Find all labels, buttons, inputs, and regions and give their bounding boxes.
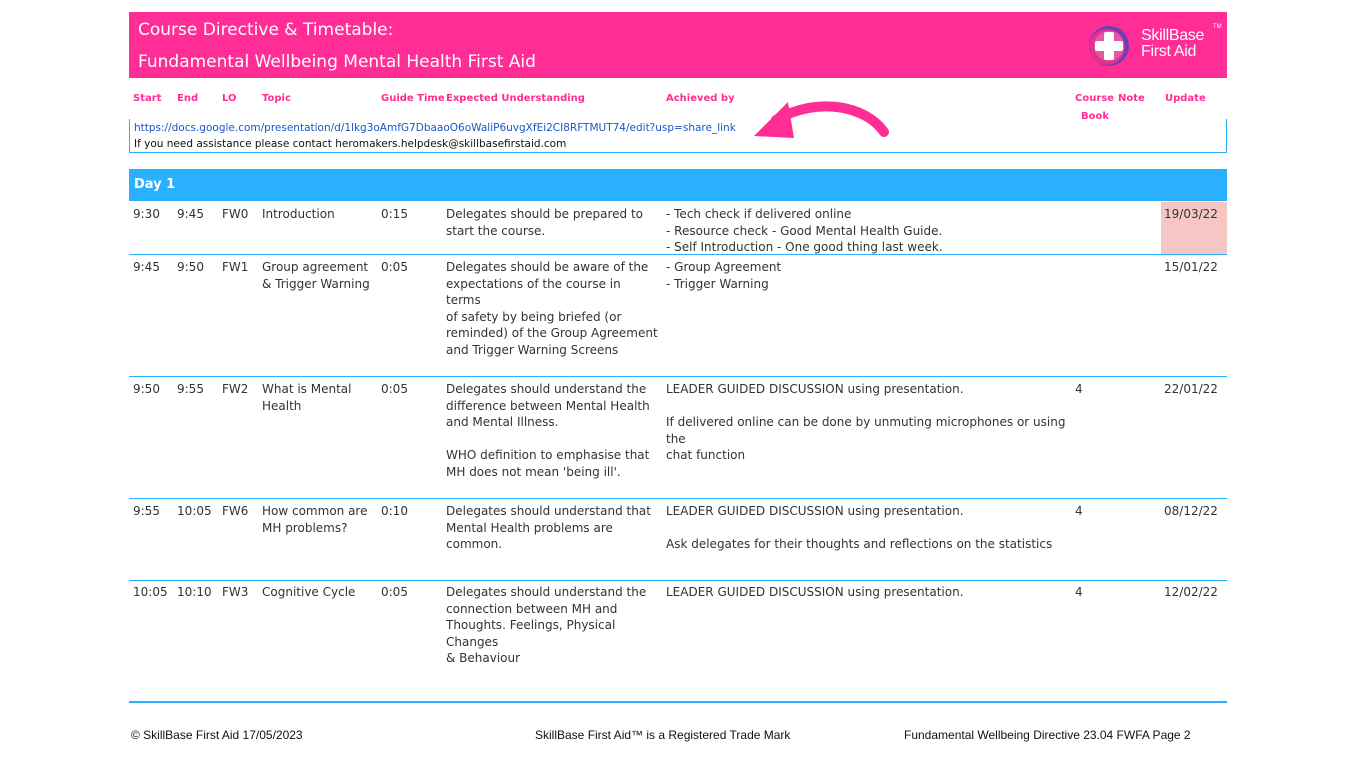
presentation-link[interactable]: https://docs.google.com/presentation/d/1lkg3oAmfG7DbaaoO6oWaliP6uvgXfEi2CI8RFTMUT74/edit?usp=share_link xyxy=(134,122,736,134)
header-title-line1: Course Directive & Timetable: xyxy=(138,20,394,40)
expected-understanding-line: Delegates should be prepared to xyxy=(446,207,644,221)
expected-understanding xyxy=(446,584,658,667)
course-book-page: 4 xyxy=(1075,504,1083,518)
course-book-page: 4 xyxy=(1075,585,1083,599)
topic xyxy=(262,584,372,601)
expected-understanding-line: expectations of the course in terms xyxy=(446,276,621,308)
expected-understanding xyxy=(446,503,658,553)
expected-understanding-line: Mental Health problems are xyxy=(446,520,613,535)
expected-understanding-line: Delegates should understand that xyxy=(446,504,651,518)
expected-understanding xyxy=(446,381,658,481)
logo-line2: First Aid xyxy=(1141,43,1197,60)
col-start: Start xyxy=(133,93,162,104)
bottom-divider xyxy=(129,702,1227,703)
achieved-by-gap xyxy=(666,398,1086,415)
col-course-book-line2: Book xyxy=(1081,111,1110,122)
logo-wordmark xyxy=(1141,28,1204,60)
col-topic: Topic xyxy=(262,93,291,104)
guide-time: 0:05 xyxy=(381,585,408,599)
footer-trademark: SkillBase First Aid™ is a Registered Trade Mark xyxy=(535,728,791,742)
topic-line: Group agreement xyxy=(262,260,369,274)
header-title-line2: Fundamental Wellbeing Mental Health First Aid xyxy=(138,52,536,72)
achieved-by xyxy=(666,503,1086,553)
achieved-by-line: - Trigger Warning xyxy=(666,276,769,291)
end-time: 9:50 xyxy=(177,260,204,274)
day-label: Day 1 xyxy=(134,177,176,192)
expected-understanding-line: Delegates should be aware of the xyxy=(446,260,649,274)
topic-line: Cognitive Cycle xyxy=(262,585,356,599)
day-header xyxy=(129,169,1227,201)
topic xyxy=(262,259,372,292)
achieved-by-line: - Resource check - Good Mental Health Guide. xyxy=(666,223,943,238)
skillbase-logo xyxy=(1087,22,1222,68)
expected-understanding xyxy=(446,206,658,239)
expected-understanding-line: and Mental Illness. xyxy=(446,415,559,430)
expected-understanding-line: Delegates should understand the xyxy=(446,585,647,599)
learning-outcome: FW6 xyxy=(222,504,249,518)
learning-outcome: FW2 xyxy=(222,382,249,396)
expected-understanding-line: Thoughts. Feelings, Physical Changes xyxy=(446,618,616,649)
expected-understanding-gap xyxy=(446,431,658,448)
topic xyxy=(262,206,372,223)
topic-line: Health xyxy=(262,398,302,413)
achieved-by-line: - Tech check if delivered online xyxy=(666,207,852,221)
guide-time: 0:05 xyxy=(381,382,408,396)
table-row xyxy=(129,499,1227,581)
start-time: 9:55 xyxy=(133,504,160,518)
expected-understanding-line: and Trigger Warning Screens xyxy=(446,342,619,357)
achieved-by-gap xyxy=(666,520,1086,537)
resource-link-box xyxy=(129,119,1227,153)
topic-line: Introduction xyxy=(262,207,335,221)
achieved-by-line: Ask delegates for their thoughts and reflections on the statistics xyxy=(666,537,1053,552)
guide-time: 0:15 xyxy=(381,207,408,221)
document-header xyxy=(129,12,1227,78)
learning-outcome: FW3 xyxy=(222,585,249,599)
col-guide-time: Guide Time xyxy=(381,93,445,104)
col-course-book-line1: Course xyxy=(1075,93,1114,104)
expected-understanding-line: reminded) of the Group Agreement xyxy=(446,326,658,341)
expected-understanding-line: Delegates should understand the xyxy=(446,382,647,396)
logo-line1: SkillBase xyxy=(1141,27,1205,44)
start-time: 9:45 xyxy=(133,260,160,274)
end-time: 9:45 xyxy=(177,207,204,221)
learning-outcome: FW0 xyxy=(222,207,249,221)
achieved-by xyxy=(666,381,1086,464)
achieved-by-line: LEADER GUIDED DISCUSSION using presentation. xyxy=(666,382,964,396)
course-book-page: 4 xyxy=(1075,382,1083,396)
guide-time: 0:05 xyxy=(381,260,408,274)
topic-line: How common are xyxy=(262,504,368,518)
achieved-by xyxy=(666,206,1086,256)
col-note: Note xyxy=(1118,93,1145,104)
expected-understanding-line: MH does not mean 'being ill'. xyxy=(446,464,621,479)
logo-trademark: TM xyxy=(1213,24,1222,30)
col-lo: LO xyxy=(222,93,237,104)
topic-line: & Trigger Warning xyxy=(262,276,370,291)
expected-understanding-line: connection between MH and xyxy=(446,601,618,616)
update-date: 19/03/22 xyxy=(1164,207,1218,221)
start-time: 10:05 xyxy=(133,585,168,599)
achieved-by xyxy=(666,584,1086,601)
achieved-by xyxy=(666,259,1086,292)
achieved-by-line: LEADER GUIDED DISCUSSION using presentation. xyxy=(666,585,964,599)
start-time: 9:50 xyxy=(133,382,160,396)
footer-copyright: © SkillBase First Aid 17/05/2023 xyxy=(131,728,303,742)
end-time: 10:05 xyxy=(177,504,212,518)
achieved-by-line: chat function xyxy=(666,448,746,463)
table-row xyxy=(129,202,1227,255)
start-time: 9:30 xyxy=(133,207,160,221)
update-date: 08/12/22 xyxy=(1164,504,1218,518)
update-date: 15/01/22 xyxy=(1164,260,1218,274)
expected-understanding-line: & Behaviour xyxy=(446,651,521,666)
col-expected-understanding: Expected Understanding xyxy=(446,93,585,104)
end-time: 9:55 xyxy=(177,382,204,396)
expected-understanding-line: start the course. xyxy=(446,223,546,238)
topic xyxy=(262,503,372,536)
expected-understanding-line: of safety by being briefed (or xyxy=(446,309,622,324)
topic-line: What is Mental xyxy=(262,382,352,396)
update-date: 22/01/22 xyxy=(1164,382,1218,396)
topic-line: MH problems? xyxy=(262,520,348,535)
achieved-by-line: LEADER GUIDED DISCUSSION using presentation. xyxy=(666,504,964,518)
expected-understanding-line: common. xyxy=(446,537,503,552)
table-row xyxy=(129,255,1227,377)
achieved-by-line: - Self Introduction - One good thing last week. xyxy=(666,240,943,255)
assistance-text: If you need assistance please contact heromakers.helpdesk@skillbasefirstaid.com xyxy=(134,138,567,150)
table-row xyxy=(129,377,1227,499)
first-aid-cross-icon xyxy=(1087,24,1131,68)
pink-curved-arrow-icon xyxy=(748,92,898,148)
table-row xyxy=(129,580,1227,702)
col-achieved-by: Achieved by xyxy=(666,93,735,104)
expected-understanding-line: WHO definition to emphasise that xyxy=(446,448,650,463)
expected-understanding-line: difference between Mental Health xyxy=(446,398,650,413)
col-update: Update xyxy=(1165,93,1206,104)
update-date: 12/02/22 xyxy=(1164,585,1218,599)
learning-outcome: FW1 xyxy=(222,260,249,274)
footer-page-info: Fundamental Wellbeing Directive 23.04 FWFA Page 2 xyxy=(904,728,1191,742)
topic xyxy=(262,381,372,414)
expected-understanding xyxy=(446,259,658,359)
achieved-by-line: If delivered online can be done by unmuting microphones or using the xyxy=(666,415,1066,446)
guide-time: 0:10 xyxy=(381,504,408,518)
achieved-by-line: - Group Agreement xyxy=(666,260,782,274)
col-end: End xyxy=(177,93,199,104)
end-time: 10:10 xyxy=(177,585,212,599)
